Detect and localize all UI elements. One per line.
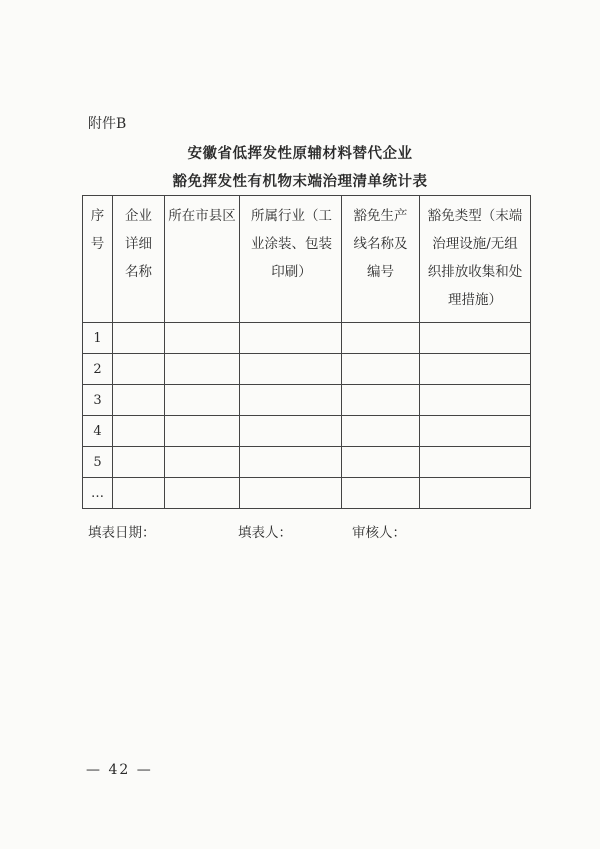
table-row — [83, 323, 531, 354]
table-cell[interactable] — [240, 447, 342, 478]
table-cell[interactable] — [113, 447, 165, 478]
table-cell[interactable] — [342, 416, 420, 447]
table-cell[interactable] — [342, 323, 420, 354]
table-cell[interactable] — [420, 323, 531, 354]
table-cell[interactable] — [342, 447, 420, 478]
fill-date-label: 填表日期： — [88, 525, 156, 541]
table-cell[interactable] — [165, 385, 240, 416]
row-index-cell: 2 — [83, 354, 113, 385]
table-cell[interactable] — [420, 478, 531, 509]
table-cell[interactable] — [113, 385, 165, 416]
table-cell[interactable] — [240, 385, 342, 416]
table-cell[interactable] — [113, 323, 165, 354]
table-header-row — [83, 196, 531, 323]
table-cell[interactable] — [113, 478, 165, 509]
table-cell[interactable] — [240, 354, 342, 385]
table-cell[interactable] — [420, 416, 531, 447]
table-row — [83, 385, 531, 416]
row-index-cell: 4 — [83, 416, 113, 447]
table-cell[interactable] — [165, 416, 240, 447]
table-row — [83, 416, 531, 447]
table-cell[interactable] — [165, 447, 240, 478]
table-cell[interactable] — [420, 354, 531, 385]
table-cell[interactable] — [342, 354, 420, 385]
statistics-table — [82, 195, 531, 509]
table-cell[interactable] — [420, 385, 531, 416]
table-cell[interactable] — [165, 354, 240, 385]
attachment-label: 附件B — [88, 116, 127, 132]
header-exemption-type: 豁免类型（末端治理设施/无组织排放收集和处理措施） — [420, 196, 531, 323]
table-cell[interactable] — [165, 323, 240, 354]
reviewer-label: 审核人： — [352, 525, 406, 541]
header-production-line: 豁免生产线名称及编号 — [342, 196, 420, 323]
table-cell[interactable] — [165, 478, 240, 509]
filler-label: 填表人： — [238, 525, 292, 541]
table-cell[interactable] — [240, 323, 342, 354]
header-city-county: 所在市县区 — [165, 196, 240, 323]
table-cell[interactable] — [113, 416, 165, 447]
header-index: 序号 — [83, 196, 113, 323]
table-row — [83, 354, 531, 385]
header-industry: 所属行业（工业涂装、包装印刷） — [240, 196, 342, 323]
table-cell[interactable] — [113, 354, 165, 385]
table-cell[interactable] — [342, 478, 420, 509]
table-cell[interactable] — [420, 447, 531, 478]
row-index-cell: 3 — [83, 385, 113, 416]
row-index-cell: 1 — [83, 323, 113, 354]
document-title-line2: 豁免挥发性有机物末端治理清单统计表 — [172, 173, 428, 190]
table-cell[interactable] — [240, 478, 342, 509]
page-number: — 42 — — [86, 762, 153, 778]
table-cell[interactable] — [240, 416, 342, 447]
table-row — [83, 447, 531, 478]
document-title-line1: 安徽省低挥发性原辅材料替代企业 — [187, 145, 413, 162]
row-index-cell: 5 — [83, 447, 113, 478]
header-company-name: 企业详细名称 — [113, 196, 165, 323]
row-index-cell: … — [83, 478, 113, 509]
table-cell[interactable] — [342, 385, 420, 416]
table-row — [83, 478, 531, 509]
